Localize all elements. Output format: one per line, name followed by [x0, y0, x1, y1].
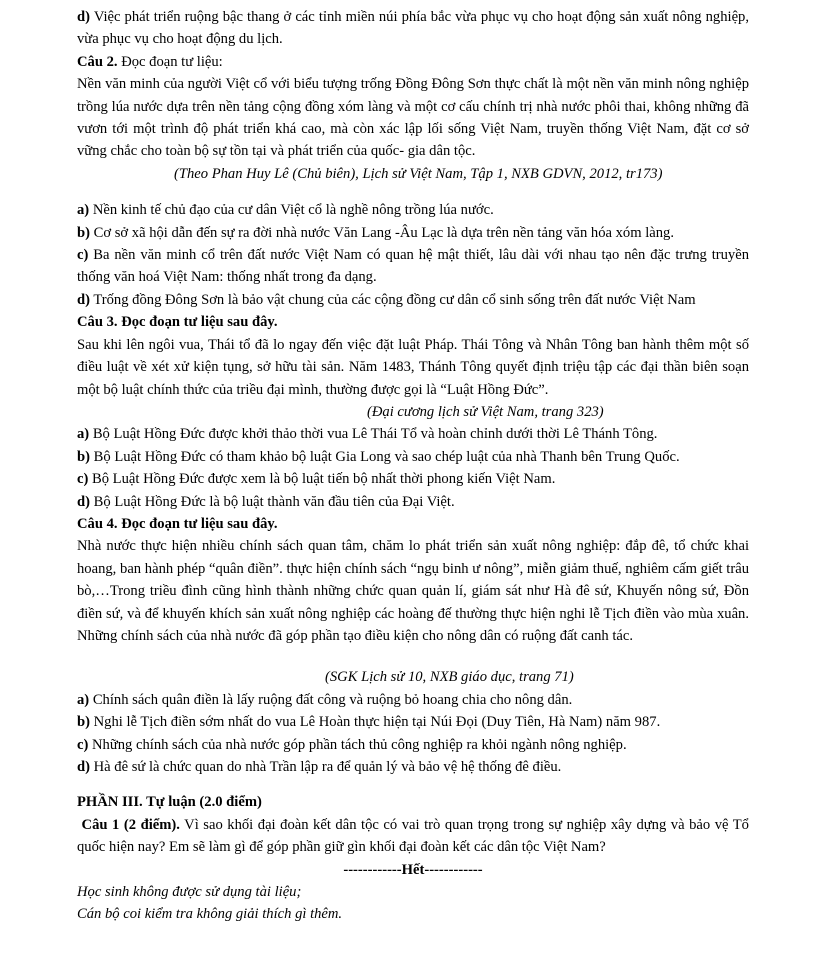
option-label: d)	[77, 291, 90, 308]
question-title: Câu 2.	[77, 53, 118, 70]
option-label: d)	[77, 9, 90, 25]
q3-heading: Câu 3. Đọc đoạn tư liệu sau đây.	[77, 314, 278, 331]
q2-option-c	[77, 244, 749, 289]
option-text: Việc phát triển ruộng bậc thang ở các tỉnh miền núi phía bắc vừa phục vụ cho hoạt động sản xuất nông nghiệp, vừa phục vụ cho hoạt động du lịch.	[77, 9, 749, 48]
question-instruction: Đọc đoạn tư liệu:	[121, 53, 223, 70]
option-label: c)	[77, 736, 89, 753]
q2-option-b	[77, 222, 749, 244]
option-label: b)	[77, 224, 90, 241]
q3-option-d	[77, 491, 749, 513]
q4-option-a	[77, 689, 749, 711]
option-text: Nghi lễ Tịch điền sớm nhất do vua Lê Hoàn thực hiện tại Núi Đọi (Duy Tiên, Hà Nam) năm 987.	[93, 714, 661, 731]
q2-passage: Nền văn minh của người Việt cổ với biểu tượng trống Đồng Đông Sơn thực chất là một nền văn minh nông nghiệp trồng lúa nước dựa trên nền tảng cộng đồng xóm làng và một cơ cấu chính trị nhà nước phôi thai, không những đã vươn tới một trình độ phát triển khá cao, mà còn xác lập lối sống Việt Nam, truyền thống Việt Nam, đặt cơ sở vững chắc cho toàn bộ sự tồn tại và phát triển của quốc- gia dân tộc.	[77, 76, 749, 160]
q4-source: (SGK Lịch sử 10, NXB giáo dục, trang 71)	[325, 669, 574, 686]
option-text: Hà đê sứ là chức quan do nhà Trần lập ra để quản lý và bảo vệ hệ thống đê điều.	[93, 759, 562, 775]
option-text: Những chính sách của nhà nước góp phần tách thủ công nghiệp ra khỏi ngành nông nghiệp.	[92, 736, 627, 753]
q3-option-a	[77, 423, 749, 445]
option-label: b)	[77, 714, 90, 731]
option-text: Nền kinh tế chủ đạo của cư dân Việt cổ là nghề nông trồng lúa nước.	[92, 202, 494, 219]
q2-heading	[77, 51, 749, 73]
option-label: a)	[77, 691, 90, 708]
option-label: d)	[77, 759, 90, 775]
option-label: d)	[77, 493, 90, 510]
option-text: Bộ Luật Hồng Đức được xem là bộ luật tiến bộ nhất thời phong kiến Việt Nam.	[92, 471, 556, 488]
note-line: Cán bộ coi kiểm tra không giải thích gì thêm.	[77, 906, 343, 923]
option-text: Bộ Luật Hồng Đức có tham khảo bộ luật Gia Long và sao chép luật của nhà Thanh bên Trung Quốc.	[93, 448, 680, 465]
q4-option-c	[77, 734, 749, 756]
essay-question	[77, 814, 749, 859]
option-text: Trống đồng Đông Sơn là bảo vật chung của các cộng đồng cư dân cổ sinh sống trên đất nước Việt Nam	[93, 291, 696, 308]
option-text: Bộ Luật Hồng Đức là bộ luật thành văn đầu tiên của Đại Việt.	[93, 493, 455, 510]
spacer	[77, 647, 749, 666]
option-text: Ba nền văn minh cổ trên đất nước Việt Nam có quan hệ mật thiết, lâu dài với nhau tạo nên đặc trưng truyền thống văn hoá Việt Nam: thống nhất trong đa dạng.	[77, 247, 749, 286]
spacer	[77, 185, 749, 199]
q3-option-c	[77, 468, 749, 490]
option-text: Cơ sở xã hội dẫn đến sự ra đời nhà nước Văn Lang -Âu Lạc là dựa trên nền tảng văn hóa xóm làng.	[93, 224, 674, 241]
q4-option-b	[77, 711, 749, 733]
q3-source: (Đại cương lịch sử Việt Nam, trang 323)	[367, 403, 604, 420]
q4-passage: Nhà nước thực hiện nhiều chính sách quan tâm, chăm lo phát triển sản xuất nông nghiệp: đắp đê, tổ chức khai hoang, ban hành phép “quân điền”. thực hiện chính sách “ngụ binh ư nông”, miễn giảm thuế, nghiêm cấm giết trâu bò,…Trong triều đình cũng hình thành những chức quan quản lí, giám sát như Hà đê sứ, Khuyến nông sứ, Đồn điền sứ, và để khuyến khích sản xuất nông nghiệp các hoàng đế thường thực hiện nghi lễ Tịch điền vào mùa xuân. Những chính sách của nhà nước đã góp phần tạo điều kiện cho nông dân có ruộng đất canh tác.	[77, 538, 749, 644]
q3-passage: Sau khi lên ngôi vua, Thái tổ đã lo ngay đến việc đặt luật Pháp. Thái Tông và Nhân Tông ban hành thêm một số điều luật về xét xử kiện tụng, sở hữu tài sản. Năm 1483, Thánh Tông quyết định triệu tập các đại thần biên soạn một bộ luật chính thức của triều đại mình, thường được gọi là “Luật Hồng Đức”.	[77, 336, 749, 398]
q4-heading: Câu 4. Đọc đoạn tư liệu sau đây.	[77, 515, 278, 532]
note-line: Học sinh không được sử dụng tài liệu;	[77, 884, 302, 901]
q2-option-a	[77, 199, 749, 221]
option-text: Bộ Luật Hồng Đức được khởi thảo thời vua Lê Thái Tổ và hoàn chỉnh dưới thời Lê Thánh Tông.	[92, 426, 658, 443]
option-label: c)	[77, 471, 89, 488]
option-label: c)	[77, 247, 89, 264]
option-label: b)	[77, 448, 90, 465]
q2-option-d	[77, 289, 749, 311]
option-label: a)	[77, 202, 90, 219]
q4-option-d	[77, 756, 749, 778]
essay-question-label: Câu 1 (2 điểm).	[81, 816, 180, 833]
end-mark: ------------Hết------------	[343, 861, 483, 878]
q2-source: (Theo Phan Huy Lê (Chủ biên), Lịch sử Việt Nam, Tập 1, NXB GDVN, 2012, tr173)	[174, 165, 663, 182]
spacer	[77, 778, 749, 791]
option-text: Chính sách quân điền là lấy ruộng đất công và ruộng bỏ hoang chia cho nông dân.	[92, 691, 573, 708]
option-label: a)	[77, 426, 90, 443]
exam-page	[77, 6, 749, 926]
essay-question-text: Vì sao khối đại đoàn kết dân tộc có vai trò quan trọng trong sự nghiệp xây dựng và bảo vệ Tổ quốc hiện nay? Em sẽ làm gì để góp phần giữ gìn khối đại đoàn kết các dân tộc Việt Nam?	[77, 816, 749, 856]
part3-heading: PHẦN III. Tự luận (2.0 điểm)	[77, 794, 262, 811]
q1-option-d	[77, 6, 749, 51]
q3-option-b	[77, 446, 749, 468]
